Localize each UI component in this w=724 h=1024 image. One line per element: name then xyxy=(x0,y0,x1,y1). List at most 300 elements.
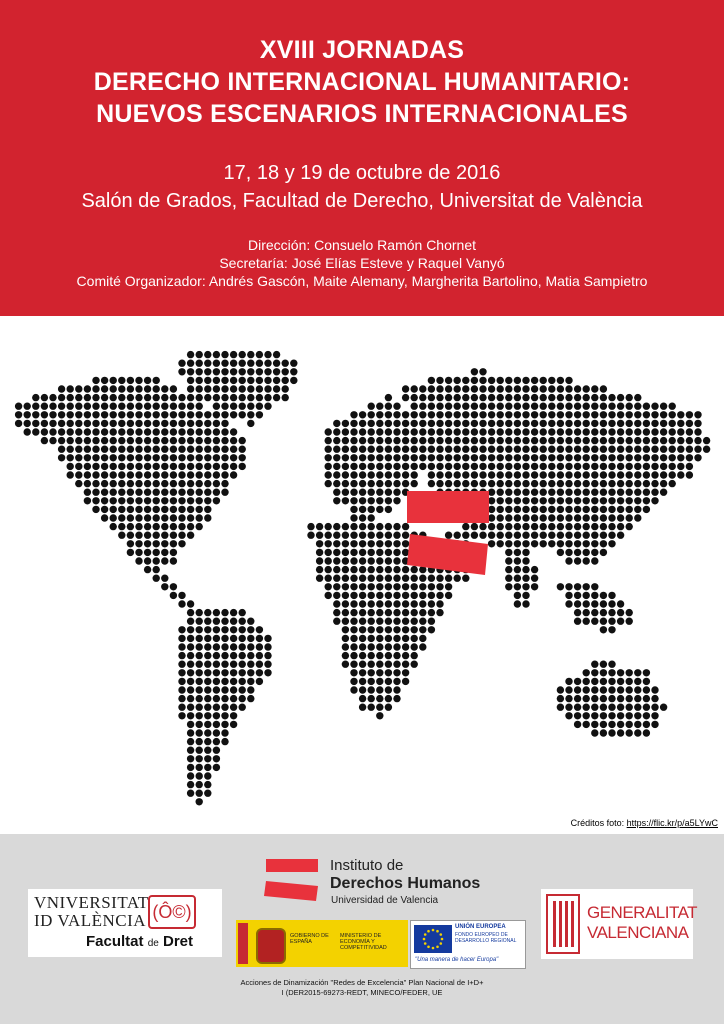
map-dot xyxy=(161,557,168,564)
map-dot xyxy=(600,626,607,633)
map-dot xyxy=(540,420,547,427)
map-dot xyxy=(557,428,564,435)
map-dot xyxy=(342,575,349,582)
map-dot xyxy=(196,729,203,736)
map-dot xyxy=(368,643,375,650)
map-dot xyxy=(428,394,435,401)
map-dot xyxy=(497,411,504,418)
map-dot xyxy=(359,411,366,418)
map-dot xyxy=(67,454,74,461)
map-dot xyxy=(591,420,598,427)
map-dot xyxy=(325,428,332,435)
map-dot xyxy=(583,428,590,435)
map-dot xyxy=(342,600,349,607)
map-dot xyxy=(110,437,117,444)
map-dot xyxy=(600,385,607,392)
map-dot xyxy=(153,446,160,453)
map-dot xyxy=(256,652,263,659)
map-dot xyxy=(385,454,392,461)
map-dot xyxy=(196,626,203,633)
map-dot xyxy=(376,661,383,668)
map-dot xyxy=(411,609,418,616)
map-dot xyxy=(350,549,357,556)
map-dot xyxy=(359,695,366,702)
map-dot xyxy=(221,721,228,728)
map-dot xyxy=(213,764,220,771)
map-dot xyxy=(591,600,598,607)
map-dot xyxy=(196,497,203,504)
map-dot xyxy=(488,540,495,547)
map-dot xyxy=(135,454,142,461)
map-dot xyxy=(626,618,633,625)
map-dot xyxy=(359,609,366,616)
map-dot xyxy=(471,532,478,539)
header-banner xyxy=(0,0,724,316)
map-dot xyxy=(204,609,211,616)
map-dot xyxy=(41,394,48,401)
map-dot xyxy=(170,454,177,461)
map-dot xyxy=(557,704,564,711)
map-dot xyxy=(282,360,289,367)
map-dot xyxy=(402,480,409,487)
map-dot xyxy=(436,385,443,392)
map-dot xyxy=(342,557,349,564)
uv-faculty-a: Facultat xyxy=(86,933,148,950)
map-dot xyxy=(393,446,400,453)
union-europea-logo xyxy=(410,920,526,969)
uv-logo-line-1: VNIVERSITAT xyxy=(34,893,149,912)
map-dot xyxy=(385,592,392,599)
map-dot xyxy=(58,446,65,453)
map-dot xyxy=(402,635,409,642)
map-dot xyxy=(479,377,486,384)
map-dot xyxy=(84,454,91,461)
map-dot xyxy=(402,437,409,444)
map-dot xyxy=(393,411,400,418)
map-dot xyxy=(178,514,185,521)
map-dot xyxy=(187,747,194,754)
map-dot xyxy=(402,471,409,478)
map-dot xyxy=(445,428,452,435)
map-dot xyxy=(583,618,590,625)
map-dot xyxy=(101,411,108,418)
map-dot xyxy=(428,618,435,625)
map-dot xyxy=(290,368,297,375)
map-dot xyxy=(522,532,529,539)
map-dot xyxy=(488,420,495,427)
map-dot xyxy=(428,428,435,435)
map-dot xyxy=(316,532,323,539)
map-dot xyxy=(325,532,332,539)
map-dot xyxy=(187,609,194,616)
map-dot xyxy=(548,446,555,453)
map-dot xyxy=(178,643,185,650)
map-dot xyxy=(342,454,349,461)
map-dot xyxy=(187,532,194,539)
map-dot xyxy=(213,385,220,392)
map-dot xyxy=(247,368,254,375)
map-dot xyxy=(204,506,211,513)
idh-logo-mark-icon xyxy=(264,857,320,903)
map-dot xyxy=(505,540,512,547)
map-dot xyxy=(213,360,220,367)
map-dot xyxy=(514,592,521,599)
map-dot xyxy=(376,652,383,659)
eu-star-icon xyxy=(432,929,435,932)
map-dot xyxy=(368,471,375,478)
map-dot xyxy=(531,463,538,470)
map-dot xyxy=(565,385,572,392)
map-dot xyxy=(608,540,615,547)
map-dot xyxy=(411,403,418,410)
map-dot xyxy=(505,532,512,539)
map-dot xyxy=(557,686,564,693)
eu-star-icon xyxy=(423,938,426,941)
map-dot xyxy=(221,463,228,470)
map-dot xyxy=(135,489,142,496)
committee-credit: Comité Organizador: Andrés Gascón, Maite Alemany, Margherita Bartolino, Matia Sampietro xyxy=(76,273,648,289)
map-dot xyxy=(230,721,237,728)
map-dot xyxy=(221,704,228,711)
map-dot xyxy=(316,523,323,530)
map-dot xyxy=(574,704,581,711)
map-dot xyxy=(514,600,521,607)
map-dot xyxy=(626,489,633,496)
map-dot xyxy=(84,385,91,392)
map-dot xyxy=(522,575,529,582)
map-dot xyxy=(178,454,185,461)
map-dot xyxy=(591,454,598,461)
map-dot xyxy=(204,721,211,728)
map-dot xyxy=(600,454,607,461)
map-dot xyxy=(574,678,581,685)
map-dot xyxy=(101,394,108,401)
map-dot xyxy=(548,506,555,513)
map-dot xyxy=(127,514,134,521)
map-dot xyxy=(505,557,512,564)
map-dot xyxy=(591,549,598,556)
map-dot xyxy=(626,523,633,530)
map-dot xyxy=(634,489,641,496)
map-dot xyxy=(617,712,624,719)
map-dot xyxy=(342,428,349,435)
map-dot xyxy=(540,497,547,504)
map-dot xyxy=(118,489,125,496)
map-dot xyxy=(514,532,521,539)
map-dot xyxy=(221,360,228,367)
map-dot xyxy=(574,480,581,487)
map-dot xyxy=(118,497,125,504)
map-dot xyxy=(393,557,400,564)
map-dot xyxy=(393,695,400,702)
map-dot xyxy=(583,437,590,444)
map-dot xyxy=(368,506,375,513)
map-dot xyxy=(170,420,177,427)
funding-line-1: Acciones de Dinamización "Redes de Excelencia" Plan Nacional de I+D+ xyxy=(240,978,484,987)
map-dot xyxy=(135,377,142,384)
map-dot xyxy=(368,480,375,487)
idh-line-1: Instituto de xyxy=(330,857,404,874)
map-dot xyxy=(531,532,538,539)
map-dot xyxy=(565,549,572,556)
map-dot xyxy=(677,446,684,453)
map-dot xyxy=(634,686,641,693)
map-dot xyxy=(583,420,590,427)
map-dot xyxy=(385,669,392,676)
map-dot xyxy=(393,652,400,659)
map-dot xyxy=(170,394,177,401)
map-dot xyxy=(187,489,194,496)
map-dot xyxy=(153,489,160,496)
map-dot xyxy=(505,471,512,478)
map-dot xyxy=(643,712,650,719)
eu-flag-icon xyxy=(414,925,452,953)
map-dot xyxy=(118,454,125,461)
map-dot xyxy=(204,618,211,625)
map-dot xyxy=(144,403,151,410)
map-dot xyxy=(462,437,469,444)
map-dot xyxy=(101,385,108,392)
map-dot xyxy=(178,523,185,530)
map-dot xyxy=(626,506,633,513)
map-dot xyxy=(290,377,297,384)
map-dot xyxy=(368,411,375,418)
map-dot xyxy=(187,781,194,788)
map-dot xyxy=(591,583,598,590)
map-dot xyxy=(221,609,228,616)
map-dot xyxy=(170,532,177,539)
map-dot xyxy=(393,678,400,685)
map-dot xyxy=(617,523,624,530)
map-dot xyxy=(170,506,177,513)
map-dot xyxy=(479,368,486,375)
map-dot xyxy=(144,523,151,530)
eu-star-icon xyxy=(436,930,439,933)
map-dot xyxy=(118,437,125,444)
map-dot xyxy=(187,635,194,642)
map-dot xyxy=(462,420,469,427)
map-dot xyxy=(445,411,452,418)
map-dot xyxy=(488,463,495,470)
map-dot xyxy=(342,523,349,530)
map-dot xyxy=(196,411,203,418)
map-dot xyxy=(75,480,82,487)
map-dot xyxy=(617,471,624,478)
map-dot xyxy=(144,566,151,573)
map-dot xyxy=(110,377,117,384)
map-dot xyxy=(127,420,134,427)
map-dot xyxy=(187,618,194,625)
map-dot xyxy=(522,437,529,444)
map-dot xyxy=(127,549,134,556)
map-dot xyxy=(548,463,555,470)
map-dot xyxy=(548,411,555,418)
map-dot xyxy=(591,661,598,668)
map-dot xyxy=(565,678,572,685)
map-dot xyxy=(660,480,667,487)
map-dot xyxy=(376,635,383,642)
map-dot xyxy=(617,532,624,539)
map-dot xyxy=(591,678,598,685)
map-dot xyxy=(41,403,48,410)
map-dot xyxy=(531,411,538,418)
map-dot xyxy=(393,540,400,547)
map-dot xyxy=(393,626,400,633)
map-dot xyxy=(462,463,469,470)
map-dot xyxy=(454,471,461,478)
map-dot xyxy=(557,403,564,410)
universitat-valencia-logo xyxy=(28,889,222,957)
map-dot xyxy=(600,712,607,719)
map-dot xyxy=(264,635,271,642)
map-dot xyxy=(565,411,572,418)
title-line-2: DERECHO INTERNACIONAL HUMANITARIO: xyxy=(93,68,631,96)
map-dot xyxy=(273,394,280,401)
map-dot xyxy=(488,454,495,461)
map-dot xyxy=(92,377,99,384)
map-dot xyxy=(84,463,91,470)
map-dot xyxy=(178,368,185,375)
map-dot xyxy=(170,403,177,410)
map-dot xyxy=(497,506,504,513)
map-dot xyxy=(505,420,512,427)
map-dot xyxy=(325,480,332,487)
map-dot xyxy=(230,652,237,659)
map-dot xyxy=(393,437,400,444)
map-dot xyxy=(196,523,203,530)
map-dot xyxy=(548,385,555,392)
map-dot xyxy=(505,583,512,590)
map-dot xyxy=(170,489,177,496)
map-dot xyxy=(196,781,203,788)
map-dot xyxy=(591,669,598,676)
map-dot xyxy=(144,394,151,401)
map-dot xyxy=(505,454,512,461)
photo-credit-label: Créditos foto: xyxy=(570,818,627,828)
map-dot xyxy=(153,428,160,435)
map-dot xyxy=(514,411,521,418)
map-dot xyxy=(600,471,607,478)
map-dot xyxy=(196,514,203,521)
map-dot xyxy=(548,514,555,521)
map-dot xyxy=(471,428,478,435)
map-dot xyxy=(204,626,211,633)
map-dot xyxy=(135,514,142,521)
map-dot xyxy=(368,609,375,616)
map-dot xyxy=(213,635,220,642)
map-dot xyxy=(436,600,443,607)
map-dot xyxy=(221,618,228,625)
map-dot xyxy=(376,626,383,633)
map-dot xyxy=(118,480,125,487)
map-dot xyxy=(368,661,375,668)
map-dot xyxy=(376,497,383,504)
map-dot xyxy=(583,506,590,513)
map-dot xyxy=(282,377,289,384)
map-dot xyxy=(178,712,185,719)
map-dot xyxy=(350,618,357,625)
map-dot xyxy=(445,394,452,401)
map-dot xyxy=(497,394,504,401)
map-dot xyxy=(385,609,392,616)
map-dot xyxy=(359,480,366,487)
map-dot xyxy=(196,712,203,719)
map-dot xyxy=(376,686,383,693)
map-dot xyxy=(170,480,177,487)
map-dot xyxy=(591,446,598,453)
map-dot xyxy=(161,385,168,392)
map-dot xyxy=(557,480,564,487)
map-dot xyxy=(187,446,194,453)
map-dot xyxy=(170,523,177,530)
map-dot xyxy=(368,428,375,435)
map-dot xyxy=(333,437,340,444)
map-dot xyxy=(230,704,237,711)
map-dot xyxy=(557,523,564,530)
map-dot xyxy=(376,480,383,487)
eu-star-icon xyxy=(440,942,443,945)
map-dot xyxy=(479,454,486,461)
map-dot xyxy=(101,506,108,513)
map-dot xyxy=(196,351,203,358)
map-dot xyxy=(497,523,504,530)
map-dot xyxy=(393,489,400,496)
map-dot xyxy=(342,480,349,487)
map-dot xyxy=(359,540,366,547)
map-dot xyxy=(135,463,142,470)
map-dot xyxy=(583,514,590,521)
map-dot xyxy=(540,480,547,487)
map-dot xyxy=(213,755,220,762)
map-dot xyxy=(531,583,538,590)
map-dot xyxy=(368,549,375,556)
photo-credit-link[interactable]: https://flic.kr/p/a5LYwC xyxy=(626,818,718,828)
map-dot xyxy=(626,497,633,504)
map-dot xyxy=(118,411,125,418)
map-dot xyxy=(626,428,633,435)
map-dot xyxy=(505,480,512,487)
map-dot xyxy=(643,489,650,496)
map-dot xyxy=(548,437,555,444)
map-dot xyxy=(213,669,220,676)
map-dot xyxy=(41,428,48,435)
map-dot xyxy=(393,549,400,556)
map-dot xyxy=(514,454,521,461)
map-dot xyxy=(84,420,91,427)
map-dot xyxy=(239,695,246,702)
map-dot xyxy=(32,403,39,410)
map-dot xyxy=(522,420,529,427)
map-dot xyxy=(187,721,194,728)
map-dot xyxy=(497,480,504,487)
map-dot xyxy=(445,463,452,470)
map-dot xyxy=(462,471,469,478)
map-dot xyxy=(135,411,142,418)
map-dot xyxy=(359,471,366,478)
map-dot xyxy=(101,454,108,461)
map-dot xyxy=(187,695,194,702)
map-dot xyxy=(479,437,486,444)
map-dot xyxy=(428,575,435,582)
map-dot xyxy=(454,394,461,401)
eu-star-icon xyxy=(441,938,444,941)
map-dot xyxy=(187,411,194,418)
map-dot xyxy=(187,471,194,478)
map-dot xyxy=(591,437,598,444)
map-dot xyxy=(135,523,142,530)
map-dot xyxy=(230,446,237,453)
map-dot xyxy=(643,471,650,478)
